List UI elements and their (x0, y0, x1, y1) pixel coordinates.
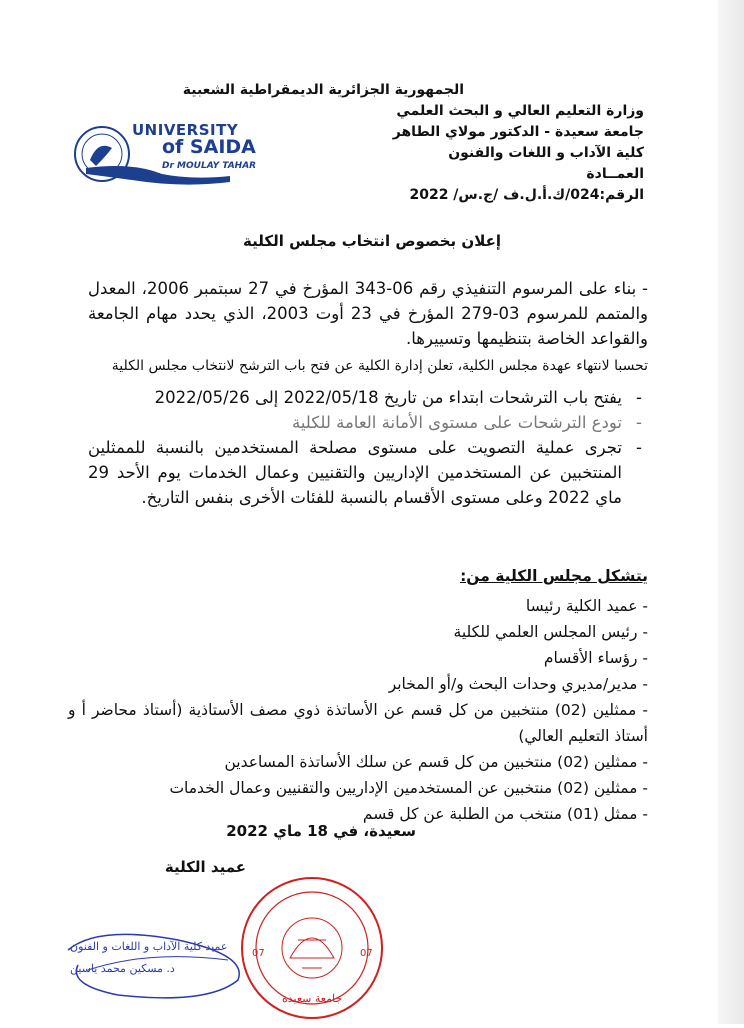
seal-caption: جامعة سعيدة (282, 992, 343, 1005)
scan-edge (718, 0, 744, 1024)
schedule-list (88, 385, 648, 510)
deanery-label: العمــادة (586, 166, 644, 182)
intro-paragraph: - بناء على المرسوم التنفيذي رقم 06-343 المؤرخ في 27 سبتمبر 2006، المعدل والمتمم للمرسوم 03-279 المؤرخ في 23 أوت 2003، الذي يحدد مهام الجامعة والقواعد الخاصة بتنظيمها وتسييرها. (88, 279, 648, 348)
list-item: - ممثل (01) منتخب من الطلبة عن كل قسم (362, 805, 648, 823)
list-item: - عميد الكلية رئيسا (525, 597, 648, 615)
document-title: إعلان بخصوص انتخاب مجلس الكلية (243, 232, 501, 250)
composition-title: يتشكل مجلس الكلية من: (460, 567, 648, 585)
list-item: - رؤساء الأقسام (543, 649, 648, 667)
reference-number: الرقم:024/ك.أ.ل.ف /ج.س/ 2022 (409, 187, 644, 203)
list-item: - ممثلين (02) منتخبين من كل قسم عن سلك الأساتذة المساعدين (224, 753, 648, 771)
members-list (68, 593, 648, 827)
university-name: جامعة سعيدة - الدكتور مولاي الطاهر (392, 124, 644, 140)
list-item: - ممثلين (02) منتخبين من كل قسم عن الأساتذة ذوي مصف الأستاذية (أستاذ محاضر أ و أستاذ التعليم العالي) (68, 701, 648, 745)
seal-number-right: 07 (360, 948, 373, 959)
seal-number-left: 07 (252, 948, 265, 959)
list-item: - ممثلين (02) منتخبين عن المستخدمين الإداريين والتقنيين وعمال الخدمات (169, 779, 648, 797)
list-item: - يفتح باب الترشحات ابتداء من تاريخ 2022/05/18 إلى 2022/05/26 (88, 385, 622, 410)
logo-text-university: UNIVERSITY (132, 121, 239, 139)
list-item: - تودع الترشحات على مستوى الأمانة العامة للكلية (88, 410, 622, 435)
list-item: - مدير/مديري وحدات البحث و/أو المخابر (388, 675, 648, 693)
signature-stamp-line2: د. مسكين محمد ياسين (70, 962, 175, 975)
signatory-title: عميد الكلية (164, 858, 246, 876)
signature-stamp-line1: عميد كلية الآداب و اللغات و الفنون (70, 940, 228, 953)
announcement-body (88, 276, 648, 510)
faculty-name: كلية الآداب و اللغات والفنون (448, 145, 644, 161)
republic-name: الجمهورية الجزائرية الديمقراطية الشعبية (182, 82, 464, 98)
logo-text-saida: of SAIDA (162, 136, 256, 158)
list-item: - رئيس المجلس العلمي للكلية (453, 623, 648, 641)
call-paragraph: تحسبا لانتهاء عهدة مجلس الكلية، تعلن إدارة الكلية عن فتح باب الترشح لانتخاب مجلس الكلية (111, 358, 648, 374)
date-line: سعيدة، في 18 ماي 2022 (226, 822, 416, 840)
list-item: - تجرى عملية التصويت على مستوى مصلحة المستخدمين بالنسبة للممثلين المنتخبين عن المستخدمين الإداريين والتقنيين وعمال الخدمات يوم الأحد 29 ماي 2022 وعلى مستوى الأقسام بالنسبة للفئات الأخرى بنفس التاريخ. (88, 435, 622, 510)
ministry-name: وزارة التعليم العالي و البحث العلمي (396, 103, 644, 119)
logo-text-name: Dr MOULAY TAHAR (162, 161, 257, 171)
